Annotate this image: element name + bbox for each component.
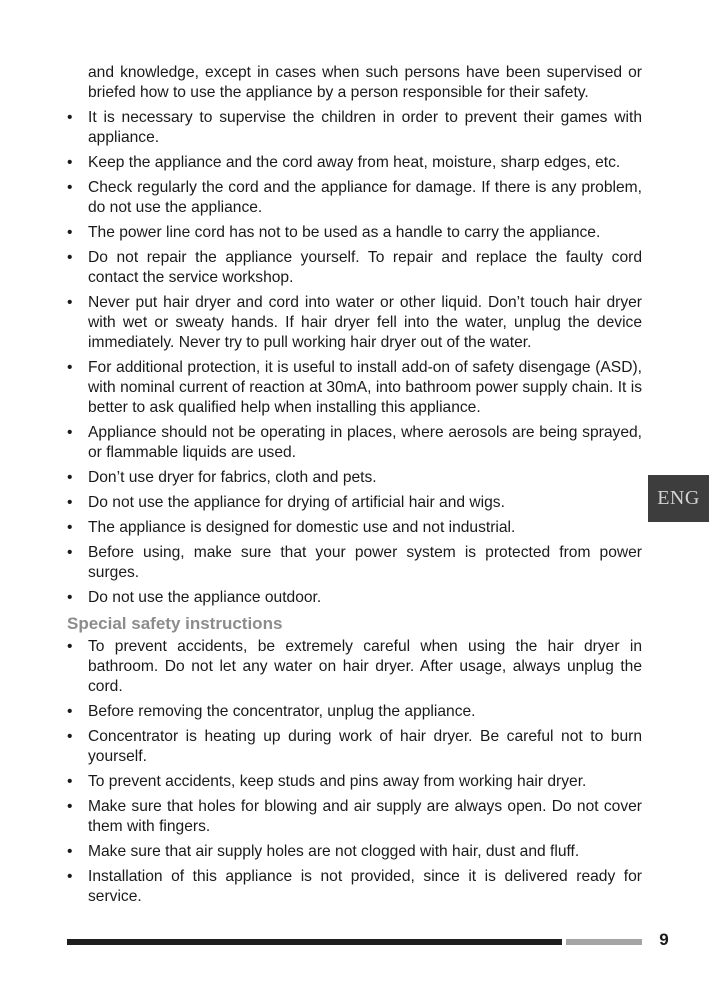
bullet-icon: • — [67, 469, 73, 486]
list-item — [67, 178, 642, 218]
list-item-text: Check regularly the cord and the appliance for damage. If there is any problem, do not use the appliance. — [88, 179, 642, 216]
page-number: 9 — [659, 930, 669, 949]
list-item — [67, 493, 642, 513]
list-item-text: Make sure that holes for blowing and air supply are always open. Do not cover them with fingers. — [88, 798, 642, 835]
bullet-icon: • — [67, 179, 73, 196]
list-item-text: For additional protection, it is useful to install add-on of safety disengage (ASD), with nominal current of reaction at 30mA, into bathroom power supply chain. It is better to ask qualified help when installing this appliance. — [88, 359, 642, 416]
bullet-icon: • — [67, 519, 73, 536]
bullet-icon: • — [67, 154, 73, 171]
bullet-icon: • — [67, 589, 73, 606]
list-item — [67, 842, 642, 862]
language-tab-eng: ENG — [648, 475, 709, 522]
list-item-text: The power line cord has not to be used as a handle to carry the appliance. — [88, 224, 601, 241]
list-item-text: It is necessary to supervise the children in order to prevent their games with appliance. — [88, 109, 642, 146]
bullet-icon: • — [67, 224, 73, 241]
bullet-icon: • — [67, 424, 73, 441]
bullet-icon: • — [67, 109, 73, 126]
list-item — [67, 293, 642, 353]
bullet-icon: • — [67, 294, 73, 311]
bullet-icon: • — [67, 703, 73, 720]
bullet-icon: • — [67, 773, 73, 790]
bullet-icon: • — [67, 843, 73, 860]
bullet-icon: • — [67, 638, 73, 655]
bullet-icon: • — [67, 544, 73, 561]
list-item-text: Do not use the appliance outdoor. — [88, 589, 322, 606]
bullet-icon: • — [67, 494, 73, 511]
general-safety-list — [67, 108, 642, 608]
list-item — [67, 518, 642, 538]
list-item — [67, 153, 642, 173]
list-item — [67, 468, 642, 488]
list-item — [67, 727, 642, 767]
list-item-text: Do not use the appliance for drying of artificial hair and wigs. — [88, 494, 505, 511]
special-safety-heading: Special safety instructions — [67, 614, 283, 633]
special-safety-list — [67, 637, 642, 907]
list-item — [67, 588, 642, 608]
bullet-icon: • — [67, 868, 73, 885]
list-item — [67, 702, 642, 722]
list-item — [67, 423, 642, 463]
list-item-text: Keep the appliance and the cord away from heat, moisture, sharp edges, etc. — [88, 154, 621, 171]
list-item — [67, 248, 642, 288]
list-item-text: Appliance should not be operating in places, where aerosols are being sprayed, or flammable liquids are used. — [88, 424, 642, 461]
list-item-text: Before using, make sure that your power system is protected from power surges. — [88, 544, 642, 581]
list-item-text: Do not repair the appliance yourself. To repair and replace the faulty cord contact the service workshop. — [88, 249, 642, 286]
list-item — [67, 797, 642, 837]
manual-page-content — [67, 63, 642, 912]
list-item-text: Before removing the concentrator, unplug the appliance. — [88, 703, 476, 720]
bullet-icon: • — [67, 728, 73, 745]
list-item — [67, 637, 642, 697]
footer-bar-dark — [67, 939, 562, 945]
list-item — [67, 772, 642, 792]
continuation-paragraph: and knowledge, except in cases when such persons have been supervised or briefed how to use the appliance by a person responsible for their safety. — [88, 64, 642, 101]
list-item-text: Make sure that air supply holes are not clogged with hair, dust and fluff. — [88, 843, 580, 860]
footer-bar-light — [566, 939, 642, 945]
list-item-text: Never put hair dryer and cord into water or other liquid. Don’t touch hair dryer with wet or sweaty hands. If hair dryer fell into the water, unplug the device immediately. Never try to pull working hair dryer out of the water. — [88, 294, 642, 351]
list-item-text: Don’t use dryer for fabrics, cloth and pets. — [88, 469, 377, 486]
list-item — [67, 867, 642, 907]
list-item-text: To prevent accidents, keep studs and pins away from working hair dryer. — [88, 773, 587, 790]
list-item — [67, 108, 642, 148]
bullet-icon: • — [67, 249, 73, 266]
list-item-text: Concentrator is heating up during work of hair dryer. Be careful not to burn yourself. — [88, 728, 642, 765]
list-item-text: The appliance is designed for domestic use and not industrial. — [88, 519, 516, 536]
list-item — [67, 223, 642, 243]
list-item — [67, 543, 642, 583]
bullet-icon: • — [67, 798, 73, 815]
list-item-text: Installation of this appliance is not provided, since it is delivered ready for service. — [88, 868, 642, 905]
list-item — [67, 358, 642, 418]
bullet-icon: • — [67, 359, 73, 376]
list-item-text: To prevent accidents, be extremely careful when using the hair dryer in bathroom. Do not let any water on hair dryer. After usage, always unplug the cord. — [88, 638, 642, 695]
